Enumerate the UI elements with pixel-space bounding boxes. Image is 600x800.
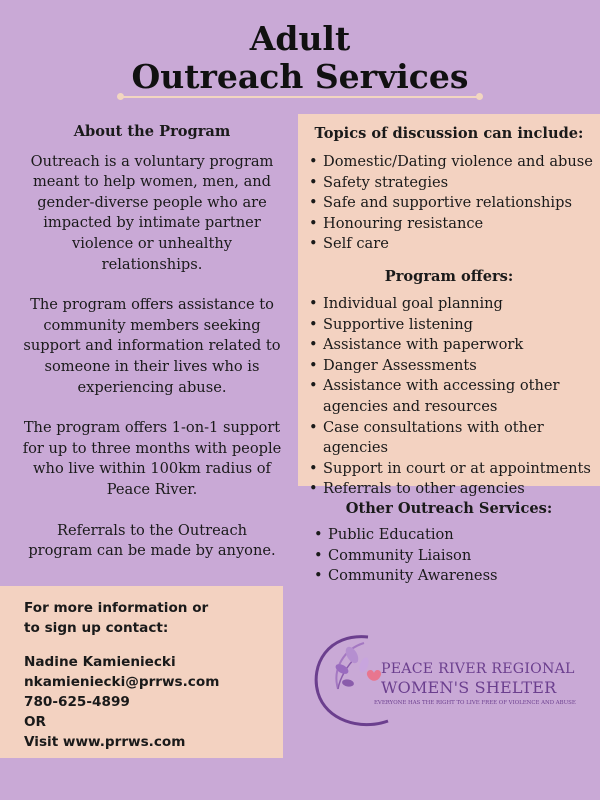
contact-intro: For more information or xyxy=(24,600,209,616)
logo-org-name-line-1: PEACE RIVER REGIONAL xyxy=(381,661,575,677)
offer-item: • Individual goal planning xyxy=(303,294,600,315)
offer-item: • Assistance with accessing other agencies and resources xyxy=(303,376,600,417)
shelter-logo xyxy=(308,625,578,735)
topic-item: • Safe and supportive relationships xyxy=(303,193,600,214)
topic-item: • Domestic/Dating violence and abuse xyxy=(303,152,600,173)
about-paragraph: The program offers 1-on-1 support for up to three months with people who live within 100km radius of Peace River. xyxy=(22,419,282,498)
contact-or: OR xyxy=(24,714,47,730)
topic-item: • Self care xyxy=(303,234,600,255)
page-title-line-1: Adult xyxy=(249,19,351,58)
contact-name: Nadine Kamieniecki xyxy=(24,654,176,670)
offer-item: • Assistance with paperwork xyxy=(303,335,600,356)
offer-item: • Case consultations with other agencies xyxy=(303,418,600,459)
contact-email[interactable]: nkamieniecki@prrws.com xyxy=(24,674,220,690)
other-service-item: • Public Education xyxy=(308,525,598,546)
offers-heading: Program offers: xyxy=(384,268,514,285)
other-services-heading: Other Outreach Services: xyxy=(345,500,553,517)
offer-item: • Danger Assessments xyxy=(303,356,600,377)
contact-intro: to sign up contact: xyxy=(24,620,169,636)
title-divider xyxy=(120,96,480,98)
contact-website[interactable]: Visit www.prrws.com xyxy=(24,734,186,750)
logo-org-name-line-2: WOMEN'S SHELTER xyxy=(381,678,557,697)
topics-heading: Topics of discussion can include: xyxy=(314,125,584,142)
offer-item: • Supportive listening xyxy=(303,315,600,336)
page-title-line-2: Outreach Services xyxy=(131,57,469,96)
topic-item: • Honouring resistance xyxy=(303,214,600,235)
offer-item: • Support in court or at appointments xyxy=(303,459,600,480)
other-service-item: • Community Liaison xyxy=(308,546,598,567)
topics-offers-box xyxy=(298,114,600,498)
about-paragraph: Referrals to the Outreach program can be made by anyone. xyxy=(28,521,276,560)
contact-box xyxy=(0,586,283,758)
offers-list xyxy=(303,294,600,500)
topic-item: • Safety strategies xyxy=(303,173,600,194)
about-heading: About the Program xyxy=(73,123,231,140)
about-section xyxy=(14,122,290,582)
contact-phone[interactable]: 780-625-4899 xyxy=(24,694,130,710)
contact-info xyxy=(24,598,279,752)
about-paragraph: Outreach is a voluntary program meant to help women, men, and gender-diverse people who are impacted by intimate partner violence or unhealthy relationships. xyxy=(30,152,274,273)
offer-item: • Referrals to other agencies xyxy=(303,479,600,500)
logo-tagline: EVERYONE HAS THE RIGHT TO LIVE FREE OF VIOLENCE AND ABUSE xyxy=(374,700,576,706)
about-paragraph: The program offers assistance to community members seeking support and information related to someone in their lives who is experiencing abuse. xyxy=(23,296,281,396)
topics-list xyxy=(303,152,600,255)
other-service-item: • Community Awareness xyxy=(308,566,598,587)
other-services-list xyxy=(308,525,598,587)
